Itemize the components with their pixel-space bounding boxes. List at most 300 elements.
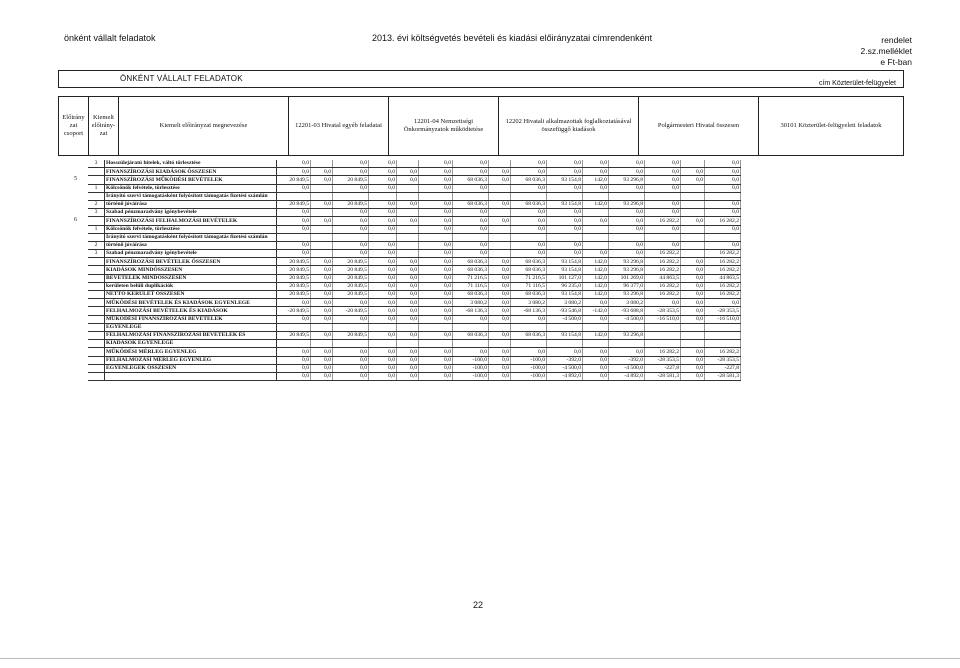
- row-value: [369, 192, 397, 200]
- row-value: 0,0: [333, 217, 369, 225]
- row-label: MŰKÖDÉSI MÉRLEG EGYENLEG: [105, 348, 277, 356]
- row-value: 16 282,2: [645, 282, 681, 290]
- row-value: [453, 233, 489, 241]
- row-value: 0,0: [311, 266, 333, 274]
- row-kiemelt-code: [88, 299, 105, 307]
- row-value: [583, 192, 609, 200]
- row-value: 0,0: [609, 241, 645, 249]
- row-value: [369, 233, 397, 241]
- row-value: 20 849,5: [277, 200, 311, 208]
- row-value: 0,0: [333, 160, 369, 168]
- row-value: 0,0: [419, 258, 453, 266]
- row-label: EGYENLEGE: [105, 323, 277, 331]
- row-value: 0,0: [397, 258, 419, 266]
- row-value: 0,0: [397, 331, 419, 339]
- row-value: 16 282,2: [645, 348, 681, 356]
- row-value: [609, 192, 645, 200]
- row-value: 20 849,5: [277, 266, 311, 274]
- table-row: [88, 160, 741, 168]
- row-value: -28 353,5: [705, 307, 741, 315]
- row-kiemelt-code: [88, 364, 105, 372]
- row-value: 0,0: [277, 160, 311, 168]
- row-value: 0,0: [369, 225, 397, 233]
- section-title: ÖNKÉNT VÁLLALT FELADATOK: [120, 74, 243, 83]
- row-value: 0,0: [369, 291, 397, 299]
- row-label: MŰKÖDÉSI FINANSZÍROZÁSI BEVÉTELEK: [105, 315, 277, 323]
- row-value: 93 296,8: [609, 200, 645, 208]
- row-value: 96 377,0: [609, 282, 645, 290]
- row-value: 20 849,5: [277, 331, 311, 339]
- row-value: 20 849,5: [333, 282, 369, 290]
- row-value: -4 892,0: [547, 372, 583, 380]
- table-row: [88, 364, 741, 372]
- col-header-csoport: Előirány zat csoport: [59, 97, 89, 155]
- row-value: [397, 250, 419, 258]
- row-value: 0,0: [419, 372, 453, 380]
- row-value: [333, 233, 369, 241]
- row-kiemelt-code: [88, 274, 105, 282]
- row-value: [705, 323, 741, 331]
- row-value: 0,0: [419, 184, 453, 192]
- row-value: -28 353,5: [645, 356, 681, 364]
- row-label: Hosszúlejáratú hitelek, váltó törlesztése: [105, 160, 277, 168]
- row-value: 93 296,8: [609, 176, 645, 184]
- row-value: -227,8: [645, 364, 681, 372]
- row-kiemelt-code: [88, 176, 105, 184]
- row-value: [511, 323, 547, 331]
- row-value: [369, 323, 397, 331]
- row-label: FINANSZÍROZÁSI KIADÁSOK ÖSSZESEN: [105, 168, 277, 176]
- table-row: [88, 274, 741, 282]
- row-value: [311, 241, 333, 249]
- row-value: 93 296,8: [609, 331, 645, 339]
- row-value: -4 500,0: [547, 364, 583, 372]
- row-value: 0,0: [511, 250, 547, 258]
- row-value: 0,0: [489, 315, 511, 323]
- row-value: 0,0: [547, 241, 583, 249]
- row-label: Irányító szervi támogatásként folyósított támogatás fizetési számlán: [105, 192, 277, 200]
- row-value: 0,0: [547, 225, 583, 233]
- row-value: [453, 340, 489, 348]
- row-value: 20 849,5: [277, 258, 311, 266]
- row-value: [397, 192, 419, 200]
- row-value: [311, 323, 333, 331]
- row-value: [489, 323, 511, 331]
- row-value: [645, 331, 681, 339]
- table-row: [88, 184, 741, 192]
- row-value: 0,0: [453, 241, 489, 249]
- row-label: KIADÁSOK EGYENLEGE: [105, 340, 277, 348]
- row-value: 0,0: [369, 160, 397, 168]
- row-label: FELHALMOZÁSI MÉRLEG EGYENLEG: [105, 356, 277, 364]
- row-value: 16 282,2: [705, 348, 741, 356]
- row-value: 0,0: [609, 348, 645, 356]
- row-label: MŰKÖDÉSI BEVÉTELEK ÉS KIADÁSOK EGYENLEGE: [105, 299, 277, 307]
- row-value: -93 688,8: [609, 307, 645, 315]
- row-label: NETTÓ KERÜLET ÖSSZESEN: [105, 291, 277, 299]
- row-value: 0,0: [489, 217, 511, 225]
- row-value: [681, 200, 705, 208]
- row-value: 0,0: [333, 315, 369, 323]
- row-value: 0,0: [681, 291, 705, 299]
- row-label: Irányító szervi támogatásként folyósított támogatás fizetési számlán: [105, 233, 277, 241]
- row-value: 0,0: [369, 266, 397, 274]
- row-value: [397, 241, 419, 249]
- row-value: [511, 340, 547, 348]
- row-value: 96 235,0: [547, 282, 583, 290]
- row-value: [489, 184, 511, 192]
- row-value: 0,0: [489, 364, 511, 372]
- row-value: 101 127,0: [547, 274, 583, 282]
- row-value: -4 500,0: [547, 315, 583, 323]
- row-value: [489, 209, 511, 217]
- row-value: 0,0: [705, 160, 741, 168]
- row-value: 0,0: [397, 291, 419, 299]
- row-kiemelt-code: [88, 258, 105, 266]
- row-value: 0,0: [547, 168, 583, 176]
- row-value: 0,0: [369, 307, 397, 315]
- table-row: [88, 266, 741, 274]
- row-value: 0,0: [277, 315, 311, 323]
- row-value: 20 849,5: [277, 176, 311, 184]
- row-value: 71 216,5: [453, 274, 489, 282]
- row-value: [311, 340, 333, 348]
- row-value: 0,0: [681, 282, 705, 290]
- header-right-line: e Ft-ban: [880, 57, 912, 67]
- row-value: 0,0: [681, 168, 705, 176]
- row-value: 0,0: [397, 217, 419, 225]
- row-value: 0,0: [311, 299, 333, 307]
- header-right-block: [861, 35, 913, 68]
- row-value: 0,0: [397, 348, 419, 356]
- row-value: 16 282,2: [645, 250, 681, 258]
- row-value: -100,0: [453, 372, 489, 380]
- row-value: 44 863,5: [645, 274, 681, 282]
- row-value: 0,0: [645, 168, 681, 176]
- row-value: [681, 331, 705, 339]
- row-value: 0,0: [397, 200, 419, 208]
- row-value: 0,0: [333, 372, 369, 380]
- row-value: 0,0: [547, 250, 583, 258]
- row-value: 0,0: [547, 184, 583, 192]
- row-value: [311, 209, 333, 217]
- row-label: BEVÉTELEK MINDÖSSZESEN: [105, 274, 277, 282]
- row-value: 0,0: [645, 241, 681, 249]
- page-number: 22: [473, 600, 484, 610]
- row-value: [333, 323, 369, 331]
- row-value: 0,0: [453, 168, 489, 176]
- row-label: történő jóváírása: [105, 241, 277, 249]
- row-value: 142,0: [583, 266, 609, 274]
- row-value: 0,0: [681, 315, 705, 323]
- row-kiemelt-code: [88, 307, 105, 315]
- row-value: 0,0: [311, 217, 333, 225]
- row-value: [333, 340, 369, 348]
- row-value: [397, 184, 419, 192]
- row-value: 93 154,8: [547, 291, 583, 299]
- row-value: 16 282,2: [705, 266, 741, 274]
- row-value: 68 036,3: [511, 266, 547, 274]
- row-value: 20 849,5: [333, 200, 369, 208]
- row-value: [489, 250, 511, 258]
- row-value: -28 353,5: [705, 356, 741, 364]
- row-value: 0,0: [277, 364, 311, 372]
- row-value: 16 282,2: [705, 291, 741, 299]
- row-value: -4 500,0: [609, 315, 645, 323]
- row-value: 0,0: [397, 372, 419, 380]
- row-value: [681, 192, 705, 200]
- row-label: FELHALMOZÁSI BEVÉTELEK ÉS KIADÁSOK: [105, 307, 277, 315]
- row-value: 0,0: [419, 291, 453, 299]
- row-kiemelt-code: 3: [88, 250, 105, 258]
- row-value: [681, 225, 705, 233]
- row-value: -20 849,5: [333, 307, 369, 315]
- row-value: [453, 323, 489, 331]
- row-value: 20 849,5: [333, 176, 369, 184]
- row-value: 0,0: [489, 291, 511, 299]
- row-value: 3 080,2: [609, 299, 645, 307]
- row-value: 0,0: [419, 250, 453, 258]
- row-value: -68 136,3: [453, 307, 489, 315]
- row-value: 0,0: [681, 266, 705, 274]
- row-value: 0,0: [311, 282, 333, 290]
- row-value: 0,0: [453, 209, 489, 217]
- row-value: [547, 323, 583, 331]
- row-value: 0,0: [645, 225, 681, 233]
- row-value: [583, 225, 609, 233]
- row-value: 68 036,3: [511, 331, 547, 339]
- row-value: [511, 233, 547, 241]
- row-kiemelt-code: [88, 282, 105, 290]
- row-value: -28 353,5: [645, 307, 681, 315]
- row-value: 0,0: [419, 160, 453, 168]
- row-value: [681, 209, 705, 217]
- row-value: [311, 184, 333, 192]
- row-value: 0,0: [397, 282, 419, 290]
- row-value: 0,0: [583, 160, 609, 168]
- row-value: 0,0: [489, 356, 511, 364]
- row-value: 0,0: [311, 356, 333, 364]
- row-value: [277, 340, 311, 348]
- row-value: 0,0: [609, 160, 645, 168]
- document-title: 2013. évi költségvetés bevételi és kiadási előirányzatai címrendenként: [372, 33, 653, 43]
- row-label: EGYENLEGEK ÖSSZESEN: [105, 364, 277, 372]
- row-label: [105, 372, 277, 380]
- row-value: -392,0: [547, 356, 583, 364]
- row-value: 0,0: [453, 250, 489, 258]
- row-value: [419, 192, 453, 200]
- row-label: FINANSZÍROZÁSI BEVÉTELEK ÖSSZESEN: [105, 258, 277, 266]
- row-value: 0,0: [489, 266, 511, 274]
- row-value: 20 849,5: [333, 274, 369, 282]
- row-value: 0,0: [681, 356, 705, 364]
- table-row: [88, 258, 741, 266]
- row-value: [397, 225, 419, 233]
- row-value: 0,0: [369, 356, 397, 364]
- row-value: 0,0: [583, 372, 609, 380]
- row-value: 0,0: [419, 200, 453, 208]
- row-value: 16 282,2: [645, 291, 681, 299]
- row-value: 16 282,2: [705, 258, 741, 266]
- row-value: 0,0: [369, 209, 397, 217]
- row-value: 142,0: [583, 258, 609, 266]
- row-value: 16 282,2: [645, 266, 681, 274]
- row-value: 0,0: [419, 225, 453, 233]
- row-value: 0,0: [333, 168, 369, 176]
- row-label: történő jóváírása: [105, 200, 277, 208]
- row-kiemelt-code: [88, 372, 105, 380]
- row-value: 0,0: [397, 307, 419, 315]
- row-value: 0,0: [419, 217, 453, 225]
- row-value: [311, 250, 333, 258]
- row-value: 0,0: [311, 168, 333, 176]
- row-value: 0,0: [489, 168, 511, 176]
- row-kiemelt-code: 2: [88, 241, 105, 249]
- row-value: 93 296,8: [609, 258, 645, 266]
- table-row: [88, 356, 741, 364]
- row-label: FINANSZÍROZÁSI MŰKÖDÉSI BEVÉTELEK: [105, 176, 277, 184]
- row-value: 0,0: [277, 241, 311, 249]
- row-value: 16 282,2: [705, 217, 741, 225]
- row-value: 0,0: [453, 225, 489, 233]
- row-value: 0,0: [311, 315, 333, 323]
- row-value: 71 116,5: [511, 282, 547, 290]
- header-right-line: rendelet: [881, 35, 912, 45]
- row-value: 0,0: [369, 348, 397, 356]
- row-value: [277, 192, 311, 200]
- col-header-hivatal-osszesen: Polgármesteri Hivatal összesen: [639, 97, 759, 155]
- row-value: -16 510,0: [645, 315, 681, 323]
- row-value: 0,0: [311, 364, 333, 372]
- row-value: 0,0: [369, 372, 397, 380]
- row-value: 20 849,5: [333, 266, 369, 274]
- row-group-code: 6: [74, 217, 77, 223]
- row-value: 0,0: [419, 315, 453, 323]
- row-value: 93 154,8: [547, 331, 583, 339]
- row-value: 20 849,5: [333, 258, 369, 266]
- row-value: 0,0: [419, 274, 453, 282]
- row-value: 0,0: [489, 176, 511, 184]
- row-value: 0,0: [681, 258, 705, 266]
- row-value: 0,0: [453, 315, 489, 323]
- row-value: 0,0: [369, 258, 397, 266]
- row-value: [681, 323, 705, 331]
- row-value: 0,0: [547, 348, 583, 356]
- row-value: [705, 192, 741, 200]
- row-value: 0,0: [489, 372, 511, 380]
- row-value: 20 849,5: [277, 282, 311, 290]
- row-value: 68 036,3: [453, 266, 489, 274]
- row-value: 44 863,5: [705, 274, 741, 282]
- row-value: 93 154,8: [547, 200, 583, 208]
- row-value: -20 849,5: [277, 307, 311, 315]
- row-value: [681, 184, 705, 192]
- table-row: [88, 200, 741, 208]
- row-value: 0,0: [333, 364, 369, 372]
- table-row: [88, 282, 741, 290]
- row-value: 142,0: [583, 331, 609, 339]
- row-value: 0,0: [453, 348, 489, 356]
- row-value: [277, 323, 311, 331]
- row-value: 0,0: [333, 250, 369, 258]
- row-kiemelt-code: [88, 291, 105, 299]
- row-value: 0,0: [397, 299, 419, 307]
- row-value: [489, 192, 511, 200]
- row-value: 68 036,3: [511, 258, 547, 266]
- row-value: 0,0: [333, 184, 369, 192]
- table-row: [88, 340, 741, 348]
- row-value: 0,0: [511, 209, 547, 217]
- row-kiemelt-code: [88, 168, 105, 176]
- row-value: 0,0: [369, 331, 397, 339]
- row-value: [511, 192, 547, 200]
- row-value: 0,0: [397, 315, 419, 323]
- row-value: 0,0: [511, 225, 547, 233]
- row-value: 0,0: [419, 348, 453, 356]
- row-label: FINANSZÍROZÁSI FELHALMOZÁSI BEVÉTELEK: [105, 217, 277, 225]
- row-kiemelt-code: [88, 315, 105, 323]
- row-value: 68 036,3: [511, 176, 547, 184]
- row-value: -227,8: [705, 364, 741, 372]
- row-value: 0,0: [645, 200, 681, 208]
- row-value: 0,0: [419, 282, 453, 290]
- table-row: [88, 168, 741, 176]
- row-value: -93 546,8: [547, 307, 583, 315]
- row-value: 0,0: [277, 209, 311, 217]
- row-value: 0,0: [645, 176, 681, 184]
- row-value: 0,0: [453, 217, 489, 225]
- row-value: 3 080,2: [547, 299, 583, 307]
- row-value: 0,0: [311, 372, 333, 380]
- row-value: [311, 225, 333, 233]
- row-value: [681, 250, 705, 258]
- row-value: 0,0: [369, 274, 397, 282]
- row-kiemelt-code: 1: [88, 184, 105, 192]
- row-value: [397, 323, 419, 331]
- row-value: 142,0: [583, 274, 609, 282]
- col-header-kiemelt: Kiemelt előirány- zat: [89, 97, 119, 155]
- row-value: 0,0: [645, 184, 681, 192]
- row-value: [609, 233, 645, 241]
- row-value: [419, 323, 453, 331]
- row-value: -28 581,3: [705, 372, 741, 380]
- row-value: [311, 160, 333, 168]
- row-value: 0,0: [333, 356, 369, 364]
- row-value: 0,0: [397, 266, 419, 274]
- row-value: 0,0: [681, 348, 705, 356]
- row-value: [645, 323, 681, 331]
- row-value: 0,0: [369, 364, 397, 372]
- row-value: -100,0: [511, 372, 547, 380]
- row-value: 0,0: [489, 331, 511, 339]
- row-value: 0,0: [583, 184, 609, 192]
- row-value: [681, 233, 705, 241]
- row-value: 0,0: [583, 250, 609, 258]
- row-value: 0,0: [705, 176, 741, 184]
- row-value: 0,0: [333, 299, 369, 307]
- row-value: 16 282,2: [705, 282, 741, 290]
- row-value: 0,0: [277, 250, 311, 258]
- row-value: 0,0: [489, 258, 511, 266]
- row-value: 71 116,5: [453, 282, 489, 290]
- table-row: [88, 331, 741, 339]
- row-kiemelt-code: [88, 348, 105, 356]
- row-value: 68 036,3: [453, 258, 489, 266]
- row-label: Szabad pénzmaradvány igénybevétele: [105, 250, 277, 258]
- table-row: [88, 250, 741, 258]
- row-value: 0,0: [705, 241, 741, 249]
- row-value: 16 282,2: [705, 250, 741, 258]
